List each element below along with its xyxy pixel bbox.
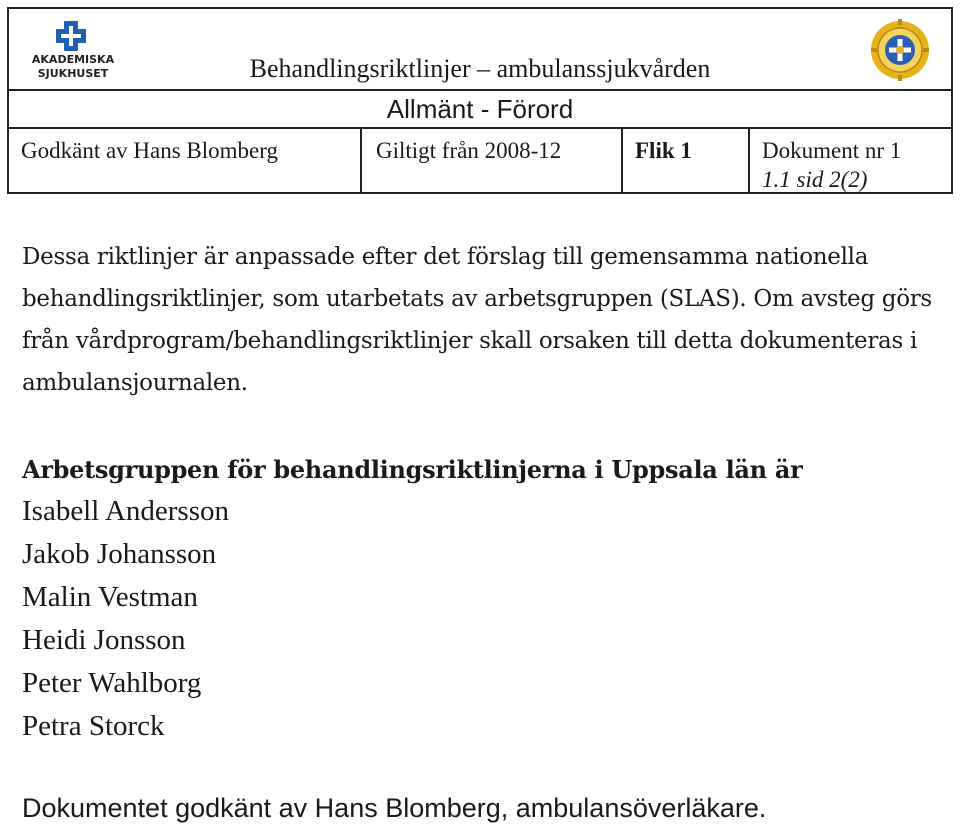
- valid-from: Giltigt från 2008-12: [360, 129, 621, 192]
- document-subtitle: Allmänt - Förord: [386, 94, 574, 124]
- intro-paragraph: Dessa riktlinjer är anpassade efter det förslag till gemensamma nationella behandlingsriktlinjer, som utarbetats av arbetsgruppen (SLAS). Om avsteg görs från vårdprogram/behandlingsriktlinjer skall orsaken till detta dokumenteras i ambulansjournalen.: [22, 244, 932, 396]
- approved-by: Godkänt av Hans Blomberg: [21, 138, 279, 163]
- document-page: 1.1 sid 2(2): [762, 167, 868, 192]
- member-item: Jakob Johansson: [22, 538, 217, 570]
- logo-text-line1: AKADEMISKA: [31, 53, 115, 66]
- document-number-cell: [748, 129, 951, 192]
- subtitle-row: [9, 89, 951, 127]
- akademiska-sjukhuset-logo: [23, 17, 123, 87]
- metadata-row: [9, 127, 951, 192]
- member-item: Malin Vestman: [22, 581, 198, 613]
- document-number: Dokument nr 1: [762, 138, 902, 163]
- approval-statement: Dokumentet godkänt av Hans Blomberg, ambulansöverläkare.: [22, 793, 767, 823]
- tab-number: Flik 1: [621, 129, 748, 192]
- member-item: Heidi Jonsson: [22, 624, 186, 656]
- working-group-heading: Arbetsgruppen för behandlingsriktlinjerna i Uppsala län är: [22, 455, 803, 484]
- document-header: [7, 7, 953, 194]
- working-group-members: [22, 490, 229, 748]
- member-item: Isabell Andersson: [22, 495, 229, 527]
- ambulance-emblem-icon: [869, 17, 931, 83]
- document-title: Behandlingsriktlinjer – ambulanssjukvården: [249, 54, 711, 83]
- intro-section: [22, 236, 942, 404]
- logo-text-line2: SJUKHUSET: [37, 67, 109, 80]
- member-item: Petra Storck: [22, 710, 165, 742]
- member-item: Peter Wahlborg: [22, 667, 202, 699]
